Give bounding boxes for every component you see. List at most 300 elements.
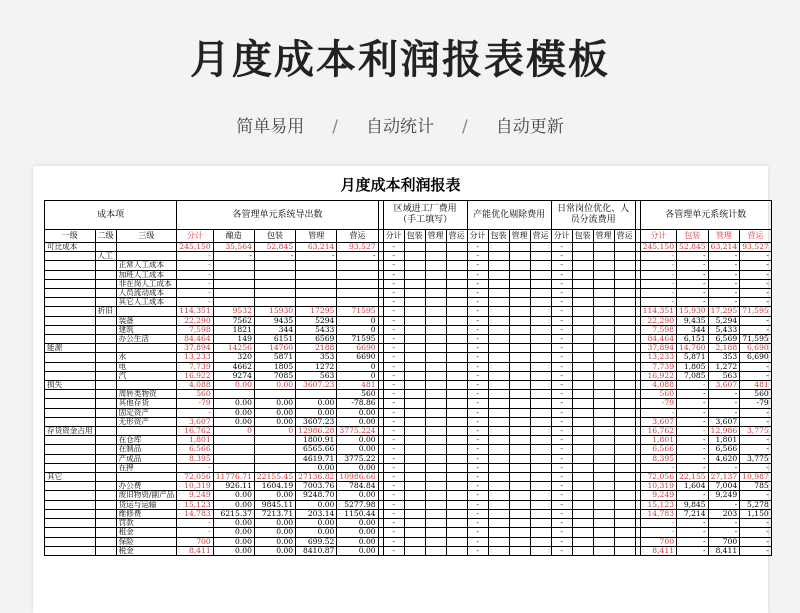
manual-value-cell bbox=[572, 408, 593, 417]
manual-value-cell bbox=[425, 270, 446, 279]
manual-value-cell bbox=[593, 445, 614, 454]
stat-value-cell: - bbox=[677, 270, 709, 279]
level1-cell bbox=[45, 509, 96, 518]
level3-cell: 租金 bbox=[116, 528, 177, 537]
header-manage: 管理 bbox=[296, 230, 337, 243]
manual-value-cell bbox=[509, 399, 530, 408]
stat-value-cell: - bbox=[677, 279, 709, 288]
table-row bbox=[45, 509, 772, 518]
export-value-cell: 14256 bbox=[213, 344, 254, 353]
manual-value-cell bbox=[404, 316, 425, 325]
manual-value-cell: - bbox=[551, 381, 572, 390]
manual-value-cell bbox=[530, 353, 551, 362]
manual-value-cell bbox=[509, 289, 530, 298]
table-row bbox=[45, 270, 772, 279]
manual-value-cell bbox=[404, 473, 425, 482]
manual-value-cell bbox=[614, 261, 635, 270]
manual-value-cell: - bbox=[551, 546, 572, 555]
stat-value-cell: - bbox=[640, 289, 676, 298]
level3-cell: 产成品 bbox=[116, 454, 177, 463]
manual-value-cell bbox=[572, 417, 593, 426]
export-value-cell: 0.00 bbox=[213, 399, 254, 408]
stat-value-cell: - bbox=[677, 298, 709, 307]
manual-value-cell bbox=[425, 500, 446, 509]
manual-value-cell: - bbox=[383, 436, 404, 445]
stat-value-cell: 15,123 bbox=[640, 500, 676, 509]
manual-value-cell bbox=[446, 445, 467, 454]
export-value-cell: 9532 bbox=[213, 307, 254, 316]
stat-value-cell: 7,598 bbox=[640, 325, 676, 334]
manual-value-cell bbox=[488, 519, 509, 528]
manual-value-cell bbox=[404, 454, 425, 463]
manual-value-cell bbox=[404, 408, 425, 417]
manual-value-cell: - bbox=[551, 325, 572, 334]
manual-value-cell bbox=[593, 362, 614, 371]
manual-value-cell: - bbox=[551, 473, 572, 482]
stat-value-cell: 71,595 bbox=[740, 335, 772, 344]
stat-value-cell: - bbox=[708, 270, 740, 279]
level2-cell bbox=[95, 537, 116, 546]
export-value-cell: - bbox=[177, 279, 213, 288]
stat-value-cell: 560 bbox=[740, 390, 772, 399]
export-value-cell: - bbox=[177, 528, 213, 537]
manual-value-cell: - bbox=[383, 344, 404, 353]
manual-value-cell: - bbox=[551, 491, 572, 500]
manual-value-cell: - bbox=[383, 261, 404, 270]
level2-cell bbox=[95, 463, 116, 472]
manual-value-cell bbox=[614, 307, 635, 316]
manual-value-cell bbox=[572, 546, 593, 555]
manual-value-cell bbox=[614, 316, 635, 325]
manual-value-cell bbox=[425, 427, 446, 436]
manual-value-cell: - bbox=[551, 399, 572, 408]
level2-cell bbox=[95, 279, 116, 288]
manual-value-cell bbox=[614, 344, 635, 353]
manual-value-cell bbox=[509, 546, 530, 555]
stat-value-cell: - bbox=[740, 519, 772, 528]
manual-value-cell bbox=[446, 473, 467, 482]
manual-value-cell bbox=[446, 325, 467, 334]
manual-value-cell bbox=[614, 537, 635, 546]
export-value-cell bbox=[213, 270, 254, 279]
header-pack: 包装 bbox=[488, 230, 509, 243]
stat-value-cell: 52,845 bbox=[677, 243, 709, 252]
stat-value-cell: - bbox=[740, 316, 772, 325]
stat-value-cell: 3,775 bbox=[740, 454, 772, 463]
export-value-cell: 3775.22 bbox=[337, 454, 378, 463]
manual-value-cell bbox=[572, 390, 593, 399]
export-value-cell: 52,845 bbox=[254, 243, 295, 252]
stat-value-cell: - bbox=[740, 289, 772, 298]
level3-cell: 建筑 bbox=[116, 325, 177, 334]
manual-value-cell bbox=[488, 381, 509, 390]
manual-value-cell bbox=[446, 252, 467, 261]
manual-value-cell: - bbox=[467, 371, 488, 380]
stat-value-cell: - bbox=[677, 528, 709, 537]
manual-value-cell bbox=[425, 261, 446, 270]
manual-value-cell bbox=[404, 509, 425, 518]
manual-value-cell: - bbox=[551, 482, 572, 491]
level1-cell bbox=[45, 500, 96, 509]
manual-value-cell bbox=[593, 408, 614, 417]
manual-value-cell bbox=[509, 362, 530, 371]
manual-value-cell bbox=[530, 463, 551, 472]
manual-value-cell bbox=[404, 279, 425, 288]
manual-value-cell bbox=[425, 408, 446, 417]
level3-cell: 周转类物资 bbox=[116, 390, 177, 399]
manual-value-cell bbox=[572, 473, 593, 482]
manual-value-cell bbox=[488, 261, 509, 270]
manual-value-cell bbox=[446, 491, 467, 500]
manual-value-cell bbox=[488, 482, 509, 491]
manual-value-cell bbox=[509, 270, 530, 279]
stat-value-cell: 6,566 bbox=[640, 445, 676, 454]
manual-value-cell bbox=[530, 307, 551, 316]
export-value-cell: 203.14 bbox=[296, 509, 337, 518]
stat-value-cell: - bbox=[677, 252, 709, 261]
header-manual: 区域进工厂费用（手工填写） bbox=[383, 201, 467, 230]
export-value-cell: 17295 bbox=[296, 307, 337, 316]
manual-value-cell bbox=[530, 537, 551, 546]
level3-cell: 维修费 bbox=[116, 509, 177, 518]
manual-value-cell bbox=[530, 261, 551, 270]
manual-value-cell: - bbox=[467, 252, 488, 261]
manual-value-cell bbox=[425, 279, 446, 288]
header-brew: 酿造 bbox=[213, 230, 254, 243]
manual-value-cell bbox=[425, 528, 446, 537]
export-value-cell: - bbox=[337, 252, 378, 261]
export-value-cell: 114,351 bbox=[177, 307, 213, 316]
table-row bbox=[45, 243, 772, 252]
level1-cell bbox=[45, 261, 96, 270]
header-daily-optimization: 日常岗位优化、人员分流费用 bbox=[551, 201, 635, 230]
manual-value-cell bbox=[425, 307, 446, 316]
manual-value-cell bbox=[446, 509, 467, 518]
manual-value-cell: - bbox=[467, 528, 488, 537]
export-value-cell bbox=[254, 436, 295, 445]
stat-value-cell: 71,595 bbox=[740, 307, 772, 316]
manual-value-cell: - bbox=[383, 362, 404, 371]
manual-value-cell bbox=[446, 500, 467, 509]
manual-value-cell: - bbox=[551, 261, 572, 270]
manual-value-cell bbox=[488, 390, 509, 399]
manual-value-cell bbox=[593, 491, 614, 500]
export-value-cell: - bbox=[254, 252, 295, 261]
export-value-cell bbox=[254, 261, 295, 270]
table-row bbox=[45, 261, 772, 270]
manual-value-cell bbox=[593, 289, 614, 298]
stat-value-cell: 16,762 bbox=[640, 427, 676, 436]
export-value-cell: 0 bbox=[213, 427, 254, 436]
manual-value-cell bbox=[404, 427, 425, 436]
stat-value-cell: - bbox=[740, 537, 772, 546]
manual-value-cell: - bbox=[383, 325, 404, 334]
manual-value-cell bbox=[509, 371, 530, 380]
level3-cell: 其它人工成本 bbox=[116, 298, 177, 307]
manual-value-cell bbox=[614, 436, 635, 445]
manual-value-cell bbox=[572, 491, 593, 500]
header-ops: 营运 bbox=[614, 230, 635, 243]
export-value-cell: - bbox=[213, 252, 254, 261]
manual-value-cell bbox=[509, 463, 530, 472]
manual-value-cell bbox=[530, 417, 551, 426]
export-value-cell bbox=[254, 279, 295, 288]
manual-value-cell bbox=[530, 509, 551, 518]
level2-cell bbox=[95, 491, 116, 500]
stat-value-cell: 560 bbox=[640, 390, 676, 399]
manual-value-cell bbox=[425, 252, 446, 261]
manual-value-cell bbox=[446, 482, 467, 491]
export-value-cell: - bbox=[177, 519, 213, 528]
export-value-cell bbox=[296, 279, 337, 288]
manual-value-cell bbox=[425, 390, 446, 399]
manual-value-cell bbox=[572, 335, 593, 344]
export-value-cell: 8410.87 bbox=[296, 546, 337, 555]
level1-cell: 可比成本 bbox=[45, 243, 96, 252]
stat-value-cell: 16,922 bbox=[640, 371, 676, 380]
manual-value-cell: - bbox=[383, 252, 404, 261]
export-value-cell: 320 bbox=[213, 353, 254, 362]
manual-value-cell bbox=[488, 298, 509, 307]
manual-value-cell bbox=[425, 381, 446, 390]
export-value-cell: 1805 bbox=[254, 362, 295, 371]
manual-value-cell bbox=[404, 381, 425, 390]
export-value-cell: 6215.37 bbox=[213, 509, 254, 518]
export-value-cell: 0 bbox=[254, 427, 295, 436]
level2-cell bbox=[95, 289, 116, 298]
level2-cell bbox=[95, 454, 116, 463]
stat-value-cell: - bbox=[640, 298, 676, 307]
export-value-cell: 14,783 bbox=[177, 509, 213, 518]
header-ops: 营运 bbox=[337, 230, 378, 243]
stat-value-cell: - bbox=[740, 325, 772, 334]
stat-value-cell: 114,351 bbox=[640, 307, 676, 316]
manual-value-cell bbox=[593, 390, 614, 399]
manual-value-cell bbox=[572, 325, 593, 334]
level2-cell bbox=[95, 325, 116, 334]
manual-value-cell bbox=[614, 546, 635, 555]
manual-value-cell: - bbox=[383, 399, 404, 408]
manual-value-cell bbox=[446, 417, 467, 426]
manual-value-cell bbox=[572, 307, 593, 316]
export-value-cell: -79 bbox=[177, 399, 213, 408]
manual-value-cell: - bbox=[383, 335, 404, 344]
manual-value-cell bbox=[404, 445, 425, 454]
manual-value-cell bbox=[593, 344, 614, 353]
stat-value-cell: 6,690 bbox=[740, 344, 772, 353]
manual-value-cell bbox=[488, 528, 509, 537]
export-value-cell: 0.00 bbox=[213, 500, 254, 509]
manual-value-cell bbox=[446, 390, 467, 399]
export-value-cell: 0.00 bbox=[254, 381, 295, 390]
table-row bbox=[45, 454, 772, 463]
export-value-cell: 1800.91 bbox=[296, 436, 337, 445]
table-row bbox=[45, 537, 772, 546]
manual-value-cell bbox=[425, 491, 446, 500]
export-value-cell bbox=[213, 436, 254, 445]
stat-value-cell: 10,319 bbox=[640, 482, 676, 491]
stat-value-cell: 2,188 bbox=[708, 344, 740, 353]
manual-value-cell: - bbox=[383, 298, 404, 307]
export-value-cell: 0.00 bbox=[296, 528, 337, 537]
manual-value-cell: - bbox=[467, 307, 488, 316]
manual-value-cell: - bbox=[467, 519, 488, 528]
manual-value-cell: - bbox=[467, 335, 488, 344]
manual-value-cell bbox=[425, 417, 446, 426]
export-value-cell: 9248.70 bbox=[296, 491, 337, 500]
manual-value-cell: - bbox=[383, 519, 404, 528]
stat-value-cell: 1,604 bbox=[677, 482, 709, 491]
manual-value-cell bbox=[425, 335, 446, 344]
manual-value-cell bbox=[572, 289, 593, 298]
export-value-cell: 3607.23 bbox=[296, 417, 337, 426]
stat-value-cell: 93,527 bbox=[740, 243, 772, 252]
table-row bbox=[45, 316, 772, 325]
export-value-cell bbox=[213, 279, 254, 288]
export-value-cell bbox=[254, 289, 295, 298]
manual-value-cell bbox=[593, 298, 614, 307]
manual-value-cell: - bbox=[551, 289, 572, 298]
stat-value-cell: 3,607 bbox=[640, 417, 676, 426]
header-total: 分计 bbox=[551, 230, 572, 243]
export-value-cell: 4619.71 bbox=[296, 454, 337, 463]
manual-value-cell bbox=[446, 381, 467, 390]
stat-value-cell: - bbox=[640, 519, 676, 528]
manual-value-cell bbox=[488, 546, 509, 555]
export-value-cell: 5277.98 bbox=[337, 500, 378, 509]
manual-value-cell bbox=[425, 473, 446, 482]
export-value-cell bbox=[337, 261, 378, 270]
stat-value-cell: - bbox=[677, 445, 709, 454]
stat-value-cell: 9,845 bbox=[677, 500, 709, 509]
export-value-cell: 16,762 bbox=[177, 427, 213, 436]
table-row bbox=[45, 528, 772, 537]
stat-value-cell: 344 bbox=[677, 325, 709, 334]
level3-cell: 办公费 bbox=[116, 482, 177, 491]
manual-value-cell: - bbox=[551, 454, 572, 463]
manual-value-cell bbox=[404, 399, 425, 408]
header-total: 分计 bbox=[467, 230, 488, 243]
export-value-cell: 63,214 bbox=[296, 243, 337, 252]
manual-value-cell bbox=[509, 279, 530, 288]
manual-value-cell bbox=[509, 381, 530, 390]
level2-cell bbox=[95, 353, 116, 362]
level3-cell: 在押 bbox=[116, 463, 177, 472]
stat-value-cell: - bbox=[740, 436, 772, 445]
manual-value-cell bbox=[572, 454, 593, 463]
manual-value-cell bbox=[488, 473, 509, 482]
manual-value-cell: - bbox=[383, 243, 404, 252]
manual-value-cell bbox=[425, 399, 446, 408]
manual-value-cell bbox=[572, 519, 593, 528]
stat-value-cell: 8,411 bbox=[640, 546, 676, 555]
manual-value-cell: - bbox=[467, 362, 488, 371]
level3-cell: 在仓库 bbox=[116, 436, 177, 445]
manual-value-cell bbox=[509, 482, 530, 491]
manual-value-cell bbox=[614, 289, 635, 298]
manual-value-cell bbox=[446, 371, 467, 380]
level3-cell: 货运与运输 bbox=[116, 500, 177, 509]
stat-value-cell: - bbox=[677, 436, 709, 445]
manual-value-cell bbox=[488, 417, 509, 426]
manual-value-cell: - bbox=[467, 344, 488, 353]
manual-value-cell bbox=[530, 362, 551, 371]
manual-value-cell bbox=[530, 270, 551, 279]
export-value-cell: 12986.28 bbox=[296, 427, 337, 436]
manual-value-cell bbox=[488, 436, 509, 445]
export-value-cell: 2188 bbox=[296, 344, 337, 353]
manual-value-cell: - bbox=[467, 509, 488, 518]
level3-cell: 汽 bbox=[116, 371, 177, 380]
manual-value-cell bbox=[530, 252, 551, 261]
header-ops: 营运 bbox=[530, 230, 551, 243]
export-value-cell bbox=[296, 270, 337, 279]
manual-value-cell bbox=[446, 454, 467, 463]
manual-value-cell bbox=[593, 399, 614, 408]
manual-value-cell: - bbox=[383, 537, 404, 546]
export-value-cell: 6569 bbox=[296, 335, 337, 344]
manual-value-cell bbox=[404, 289, 425, 298]
manual-value-cell: - bbox=[551, 353, 572, 362]
stat-value-cell: - bbox=[740, 270, 772, 279]
export-value-cell: 9435 bbox=[254, 316, 295, 325]
manual-value-cell: - bbox=[467, 289, 488, 298]
manual-value-cell bbox=[404, 307, 425, 316]
level3-cell: 非在岗人工成本 bbox=[116, 279, 177, 288]
manual-value-cell bbox=[425, 289, 446, 298]
stat-value-cell: 3,775 bbox=[740, 427, 772, 436]
export-value-cell: - bbox=[177, 298, 213, 307]
manual-value-cell bbox=[446, 408, 467, 417]
level3-cell: 加班人工成本 bbox=[116, 270, 177, 279]
manual-value-cell bbox=[488, 335, 509, 344]
manual-value-cell: - bbox=[383, 279, 404, 288]
manual-value-cell bbox=[446, 546, 467, 555]
stat-value-cell: - bbox=[677, 399, 709, 408]
export-value-cell: 0.00 bbox=[254, 417, 295, 426]
header-manage: 管理 bbox=[708, 230, 740, 243]
stat-value-cell: 563 bbox=[708, 371, 740, 380]
stat-value-cell: 72,056 bbox=[640, 473, 676, 482]
manual-value-cell: - bbox=[383, 381, 404, 390]
export-value-cell: - bbox=[177, 289, 213, 298]
export-value-cell: 6,566 bbox=[177, 445, 213, 454]
stat-value-cell: 353 bbox=[708, 353, 740, 362]
manual-value-cell bbox=[593, 482, 614, 491]
manual-value-cell bbox=[593, 427, 614, 436]
manual-value-cell bbox=[614, 473, 635, 482]
manual-value-cell bbox=[614, 399, 635, 408]
manual-value-cell bbox=[572, 463, 593, 472]
manual-value-cell bbox=[530, 528, 551, 537]
stat-value-cell: - bbox=[677, 261, 709, 270]
stat-value-cell: -79 bbox=[640, 399, 676, 408]
export-value-cell: 3607.23 bbox=[296, 381, 337, 390]
stat-value-cell: 63,214 bbox=[708, 243, 740, 252]
stat-value-cell: - bbox=[708, 279, 740, 288]
export-value-cell: - bbox=[177, 252, 213, 261]
level2-cell bbox=[95, 473, 116, 482]
export-value-cell: - bbox=[177, 270, 213, 279]
manual-value-cell: - bbox=[383, 371, 404, 380]
level2-cell bbox=[95, 362, 116, 371]
manual-value-cell: - bbox=[467, 353, 488, 362]
level2-cell bbox=[95, 399, 116, 408]
stat-value-cell: 10,987 bbox=[740, 473, 772, 482]
level2-cell bbox=[95, 408, 116, 417]
manual-value-cell bbox=[404, 252, 425, 261]
manual-value-cell: - bbox=[383, 289, 404, 298]
